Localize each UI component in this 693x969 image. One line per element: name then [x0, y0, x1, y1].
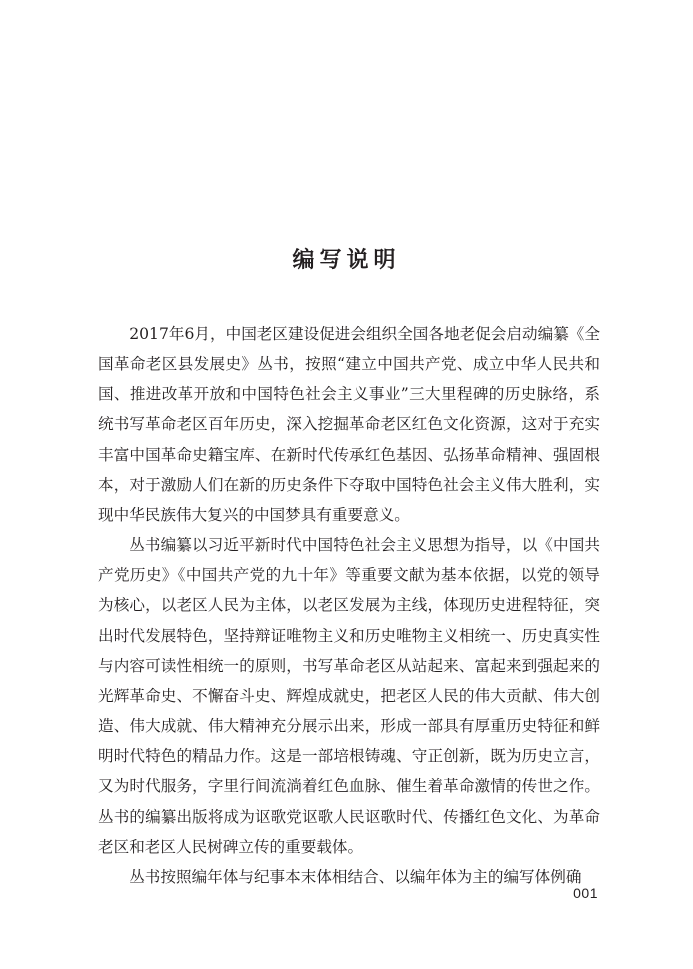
paragraph-3: 丛书按照编年体与纪事本末体相结合、以编年体为主的编写体例确: [129, 867, 582, 886]
paragraph-2: 丛书编纂以习近平新时代中国特色社会主义思想为指导，以《中国共产党历史》《中国共产党的九十年》等重要文献为基本依据，以党的领导为核心，以老区人民为主体，以老区发展为主线，体现历史进程特征，突出时代发展特色，坚持辩证唯物主义和历史唯物主义相统一、历史真实性与内容可读性相统一的原则，书写革命老区从站起来、富起来到强起来的光辉革命史、不懈奋斗史、辉煌成就史，把老区人民的伟大贡献、伟大创造、伟大成就、伟大精神充分展示出来，形成一部具有厚重历史特征和鲜明时代特色的精品力作。这是一部培根铸魂、守正创新，既为历史立言，又为时代服务，字里行间流淌着红色血脉、催生着革命激情的传世之作。丛书的编纂出版将成为讴歌党讴歌人民讴歌时代、传播红色文化、为革命老区和老区人民树碑立传的重要载体。: [98, 536, 600, 856]
page-title: 编写说明: [292, 247, 401, 273]
paragraph-1: 2017年6月，中国老区建设促进会组织全国各地老促会启动编纂《全国革命老区县发展史》丛书，按照“建立中国共产党、成立中华人民共和国、推进改革开放和中国特色社会主义事业”三大里程碑的历史脉络，系统书写革命老区百年历史，深入挖掘革命老区红色文化资源，这对于充实丰富中国革命史籍宝库、在新时代传承红色基因、弘扬革命精神、强固根本，对于激励人们在新的历史条件下夺取中国特色社会主义伟大胜利，实现中华民族伟大复兴的中国梦具有重要意义。: [98, 325, 600, 524]
page-number: 001: [573, 885, 598, 901]
body-text: [98, 319, 600, 892]
